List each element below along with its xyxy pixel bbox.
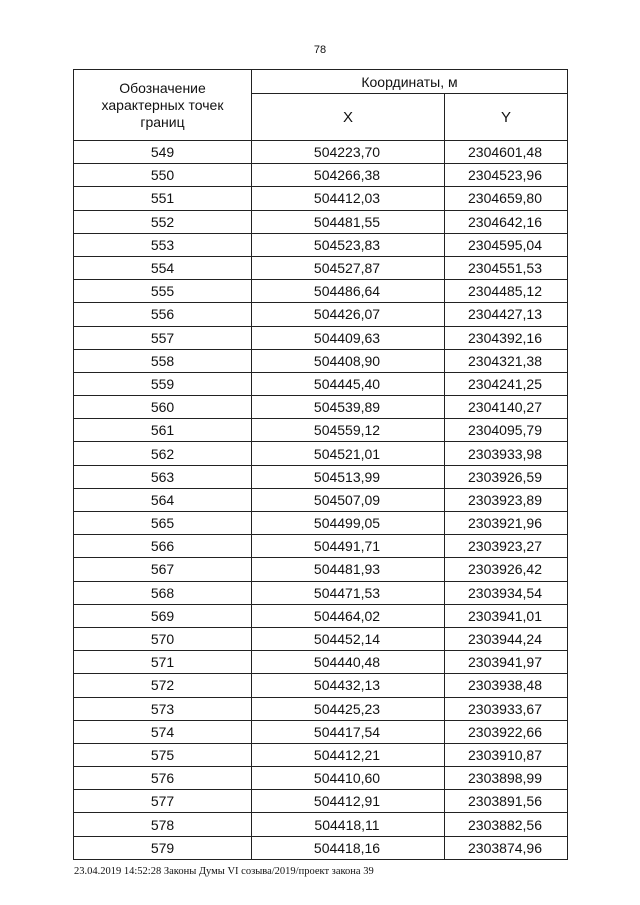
y-cell: 2304140,27 [445, 396, 568, 419]
table-row [74, 164, 568, 187]
x-cell: 504223,70 [252, 141, 445, 164]
point-cell: 565 [74, 512, 252, 535]
point-cell: 573 [74, 697, 252, 720]
y-cell: 2304601,48 [445, 141, 568, 164]
y-cell: 2303926,42 [445, 558, 568, 581]
y-cell: 2304595,04 [445, 233, 568, 256]
point-cell: 568 [74, 581, 252, 604]
x-cell: 504527,87 [252, 256, 445, 279]
x-cell: 504418,11 [252, 813, 445, 836]
table-header [74, 70, 568, 141]
x-cell: 504481,93 [252, 558, 445, 581]
y-cell: 2303944,24 [445, 627, 568, 650]
point-cell: 560 [74, 396, 252, 419]
x-cell: 504507,09 [252, 488, 445, 511]
y-cell: 2303933,98 [445, 442, 568, 465]
table-row [74, 836, 568, 859]
table-row [74, 303, 568, 326]
table-row [74, 256, 568, 279]
table-row [74, 720, 568, 743]
x-cell: 504521,01 [252, 442, 445, 465]
table-row [74, 604, 568, 627]
x-cell: 504471,53 [252, 581, 445, 604]
y-cell: 2303922,66 [445, 720, 568, 743]
y-cell: 2304523,96 [445, 164, 568, 187]
x-cell: 504410,60 [252, 767, 445, 790]
point-cell: 574 [74, 720, 252, 743]
y-cell: 2304095,79 [445, 419, 568, 442]
y-cell: 2303898,99 [445, 767, 568, 790]
x-cell: 504408,90 [252, 349, 445, 372]
table-row [74, 372, 568, 395]
point-cell: 559 [74, 372, 252, 395]
point-cell: 567 [74, 558, 252, 581]
x-header: X [252, 94, 445, 141]
table-row [74, 326, 568, 349]
x-cell: 504559,12 [252, 419, 445, 442]
y-cell: 2303923,27 [445, 535, 568, 558]
table-body [74, 141, 568, 860]
x-cell: 504425,23 [252, 697, 445, 720]
point-cell: 554 [74, 256, 252, 279]
point-cell: 562 [74, 442, 252, 465]
table-row [74, 535, 568, 558]
header-row-top [74, 70, 568, 94]
table-row [74, 627, 568, 650]
x-cell: 504412,03 [252, 187, 445, 210]
x-cell: 504418,16 [252, 836, 445, 859]
x-cell: 504499,05 [252, 512, 445, 535]
x-cell: 504440,48 [252, 651, 445, 674]
x-cell: 504523,83 [252, 233, 445, 256]
x-cell: 504412,21 [252, 743, 445, 766]
y-cell: 2303910,87 [445, 743, 568, 766]
point-cell: 550 [74, 164, 252, 187]
point-cell: 556 [74, 303, 252, 326]
y-cell: 2303938,48 [445, 674, 568, 697]
point-cell: 563 [74, 465, 252, 488]
y-cell: 2304642,16 [445, 210, 568, 233]
point-cell: 551 [74, 187, 252, 210]
point-cell: 552 [74, 210, 252, 233]
y-cell: 2304321,38 [445, 349, 568, 372]
y-cell: 2303891,56 [445, 790, 568, 813]
x-cell: 504464,02 [252, 604, 445, 627]
point-label-line-1: Обозначение [119, 79, 206, 96]
table-row [74, 697, 568, 720]
y-cell: 2303941,01 [445, 604, 568, 627]
point-cell: 555 [74, 280, 252, 303]
point-label-header [74, 70, 252, 141]
table-row [74, 790, 568, 813]
table-row [74, 581, 568, 604]
table-row [74, 233, 568, 256]
table-row [74, 813, 568, 836]
point-cell: 571 [74, 651, 252, 674]
page-number: 78 [313, 44, 327, 56]
y-cell: 2303882,56 [445, 813, 568, 836]
point-cell: 549 [74, 141, 252, 164]
y-cell: 2303934,54 [445, 581, 568, 604]
y-cell: 2304392,16 [445, 326, 568, 349]
point-cell: 564 [74, 488, 252, 511]
x-cell: 504481,55 [252, 210, 445, 233]
y-cell: 2303874,96 [445, 836, 568, 859]
x-cell: 504412,91 [252, 790, 445, 813]
table-row [74, 558, 568, 581]
point-cell: 553 [74, 233, 252, 256]
table-row [74, 396, 568, 419]
y-cell: 2304241,25 [445, 372, 568, 395]
table-row [74, 419, 568, 442]
y-cell: 2303933,67 [445, 697, 568, 720]
point-cell: 558 [74, 349, 252, 372]
table-row [74, 280, 568, 303]
table-row [74, 743, 568, 766]
y-cell: 2303941,97 [445, 651, 568, 674]
point-label-line-2: характерных точек [101, 96, 224, 113]
x-cell: 504539,89 [252, 396, 445, 419]
point-cell: 579 [74, 836, 252, 859]
y-cell: 2303923,89 [445, 488, 568, 511]
table-row [74, 349, 568, 372]
table-row [74, 488, 568, 511]
point-cell: 561 [74, 419, 252, 442]
table-row [74, 674, 568, 697]
x-cell: 504491,71 [252, 535, 445, 558]
table-row [74, 141, 568, 164]
x-cell: 504417,54 [252, 720, 445, 743]
table-row [74, 210, 568, 233]
x-cell: 504452,14 [252, 627, 445, 650]
y-cell: 2303921,96 [445, 512, 568, 535]
point-cell: 576 [74, 767, 252, 790]
point-cell: 577 [74, 790, 252, 813]
point-cell: 572 [74, 674, 252, 697]
x-cell: 504426,07 [252, 303, 445, 326]
coordinates-table [73, 69, 568, 860]
y-header: Y [445, 94, 568, 141]
y-cell: 2304427,13 [445, 303, 568, 326]
y-cell: 2303926,59 [445, 465, 568, 488]
table-row [74, 442, 568, 465]
table-row [74, 767, 568, 790]
footer-stamp: 23.04.2019 14:52:28 Законы Думы VI созыва/2019/проект закона 39 [74, 866, 374, 877]
x-cell: 504445,40 [252, 372, 445, 395]
y-cell: 2304485,12 [445, 280, 568, 303]
x-cell: 504486,64 [252, 280, 445, 303]
coords-group-header: Координаты, м [252, 70, 568, 94]
point-cell: 569 [74, 604, 252, 627]
x-cell: 504513,99 [252, 465, 445, 488]
point-cell: 570 [74, 627, 252, 650]
point-cell: 575 [74, 743, 252, 766]
point-cell: 566 [74, 535, 252, 558]
table-row [74, 465, 568, 488]
table-row [74, 512, 568, 535]
x-cell: 504266,38 [252, 164, 445, 187]
table-row [74, 651, 568, 674]
y-cell: 2304659,80 [445, 187, 568, 210]
point-cell: 578 [74, 813, 252, 836]
point-cell: 557 [74, 326, 252, 349]
y-cell: 2304551,53 [445, 256, 568, 279]
table-row [74, 187, 568, 210]
x-cell: 504409,63 [252, 326, 445, 349]
x-cell: 504432,13 [252, 674, 445, 697]
point-label-line-3: границ [140, 113, 185, 130]
